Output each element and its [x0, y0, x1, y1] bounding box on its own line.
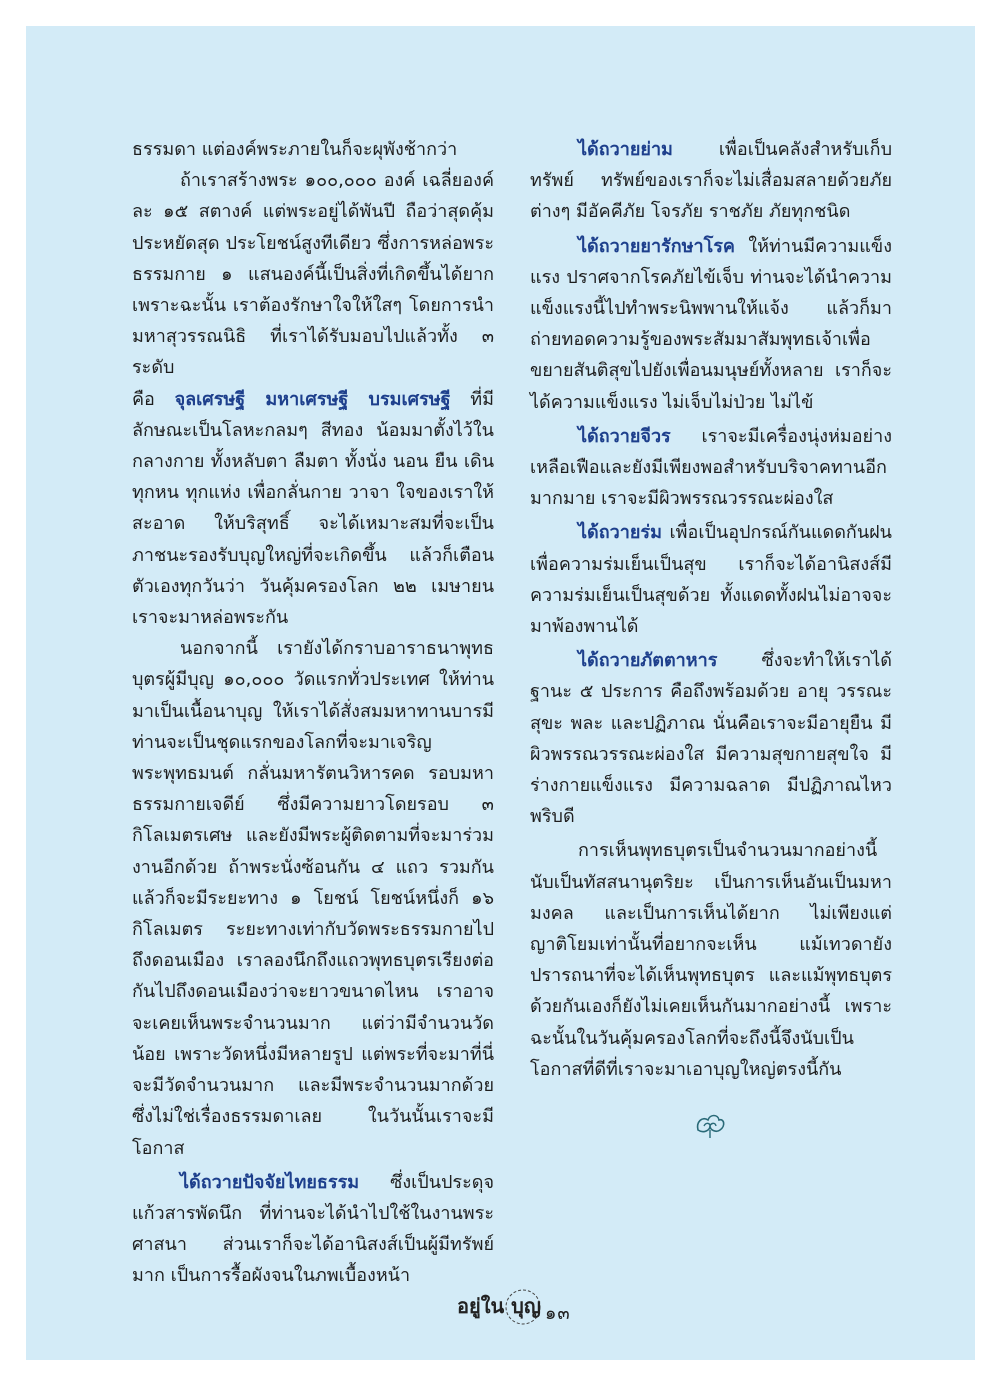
right-paragraph-4-body: เพื่อเป็นอุปกรณ์กันแดดกันฝน เพื่อความร่มเย็นเป็นสุข เราก็จะได้อานิสงส์มีความร่มเย็นเป็นสุขด้วย ทั้งแดดทั้งฝนไม่อาจจะมาพ้องพานได้ [530, 522, 892, 638]
offering-bag-heading: ได้ถวายย่าม [578, 139, 673, 160]
right-column [530, 134, 892, 1085]
left-paragraph-4-body: ซึ่งเป็นประดุจแก้วสารพัดนึก ที่ท่านจะได้นำไปใช้ในงานพระศาสนา ส่วนเราก็จะได้อานิสงส์เป็นผู้มีทรัพย์มาก เป็นการรื้อผังจนในภพเบื้องหน้า [132, 1171, 494, 1287]
left-column [132, 134, 494, 1292]
left-paragraph-4 [132, 1167, 494, 1292]
footer-logo [455, 1283, 615, 1333]
left-paragraph-2b-pre: คือ [132, 388, 175, 410]
offering-umbrella-heading: ได้ถวายร่ม [578, 522, 662, 544]
left-paragraph-2b [132, 384, 494, 634]
right-paragraph-1 [530, 134, 892, 228]
offering-robe-heading: ได้ถวายจีวร [578, 425, 671, 447]
offering-food-heading: ได้ถวายภัตตาหาร [578, 650, 718, 672]
wealth-levels-highlight: จุลเศรษฐี มหาเศรษฐี บรมเศรษฐี [174, 388, 451, 410]
right-paragraph-5-body: ซึ่งจะทำให้เราได้ฐานะ ๕ ประการ คือถึงพร้อมด้วย อายุ วรรณะ สุขะ พละ และปฏิภาณ นั่นคือเราจะมีอายุยืน มีผิวพรรณวรรณะผ่องใส มีความสุขกายสุขใจ มีร่างกายแข็งแรง มีความฉลาด มีปฏิภาณไหวพริบดี [530, 650, 892, 828]
right-paragraph-1-body: เพื่อเป็นคลังสำหรับเก็บทรัพย์ ทรัพย์ของเราก็จะไม่เสื่อมสลายด้วยภัยต่างๆ มีอัคคีภัย โจรภัย ราชภัย ภัยทุกชนิด [530, 139, 892, 223]
left-paragraph-2: ถ้าเราสร้างพระ ๑๐๐,๐๐๐ องค์ เฉลี่ยองค์ละ ๑๕ สตางค์ แต่พระอยู่ได้พันปี ถือว่าสุดคุ้ม ประหยัดสุด ประโยชน์สูงทีเดียว ซึ่งการหล่อพระธรรมกาย ๑ แสนองค์นี้เป็นสิ่งที่เกิดขึ้นได้ยาก เพราะฉะนั้น เราต้องรักษาใจให้ใสๆ โดยการนำมหาสุวรรณนิธิ ที่เราได้รับมอบไปแล้วทั้ง ๓ ระดับ [132, 170, 494, 379]
right-paragraph-4 [530, 517, 892, 642]
right-paragraph-6: การเห็นพุทธบุตรเป็นจำนวนมากอย่างนี้ นับเป็นทัสสนานุตริยะ เป็นการเห็นอันเป็นมหามงคล และเป็นการเห็นได้ยาก ไม่เพียงแต่ญาติโยมเท่านั้นที่อยากจะเห็น แม้เทวดายังปรารถนาที่จะได้เห็นพุทธบุตร และแม้พุทธบุตรด้วยกันเองก็ยังไม่เคยเห็นกันมากอย่างนี้ เพราะฉะนั้นในวันคุ้มครองโลกที่จะถึงนี้จึงนับเป็นโอกาสที่ดีที่เราจะมาเอาบุญใหญ่ตรงนี้กัน [530, 840, 892, 1080]
footer-logo-text: อยู่ใน บุญ [457, 1294, 541, 1318]
page-number: ๑๓ [545, 1303, 571, 1324]
right-paragraph-2 [530, 231, 892, 418]
left-paragraph-3: นอกจากนี้ เรายังได้กราบอาราธนาพุทธบุตรผู้มีบุญ ๑๐,๐๐๐ วัดแรกทั่วประเทศ ให้ท่านมาเป็นเนื้อนาบุญ ให้เราได้สั่งสมมหาทานบารมี ท่านจะเป็นชุดแรกของโลกที่จะมาเจริญพระพุทธมนต์ กลั่นมหารัตนวิหารคด รอบมหาธรรมกายเจดีย์ ซึ่งมีความยาวโดยรอบ ๓ กิโลเมตรเศษ และยังมีพระผู้ติดตามที่จะมาร่วมงานอีกด้วย ถ้าพระนั่งซ้อนกัน ๔ แถว รวมกันแล้วก็จะมีระยะทาง ๑ โยชน์ โยชน์หนึ่งก็ ๑๖ กิโลเมตร ระยะทางเท่ากับวัดพระธรรมกายไปถึงดอนเมือง เราลองนึกถึงแถวพุทธบุตรเรียงต่อกันไปถึงดอนเมืองว่าจะยาวขนาดไหน เราอาจจะเคยเห็นพระจำนวนมาก แต่ว่ามีจำนวนวัดน้อย เพราะวัดหนึ่งมีหลายรูป แต่พระที่จะมาที่นี่จะมีวัดจำนวนมาก และมีพระจำนวนมากด้วย ซึ่งไม่ใช่เรื่องธรรมดาเลย ในวันนั้นเราจะมีโอกาส [132, 638, 494, 1159]
left-paragraph-2b-post: ที่มีลักษณะเป็นโลหะกลมๆ สีทอง น้อมมาตั้งไว้ในกลางกาย ทั้งหลับตา ลืมตา ทั้งนั่ง นอน ยืน เดิน ทุกหน ทุกแห่ง เพื่อกลั่นกาย วาจา ใจของเราให้สะอาด ให้บริสุทธิ์ จะได้เหมาะสมที่จะเป็นภาชนะรองรับบุญใหญ่ที่จะเกิดขึ้น แล้วก็เตือนตัวเองทุกวันว่า วันคุ้มครองโลก ๒๒ เมษายน เราจะมาหล่อพระกัน [132, 388, 494, 629]
lotus-flourish-icon [690, 1108, 730, 1142]
right-paragraph-3-body: เราจะมีเครื่องนุ่งห่มอย่างเหลือเฟือและยังมีเพียงพอสำหรับบริจาคทานอีกมากมาย เราจะมีผิวพรรณวรรณะผ่องใส [530, 425, 892, 510]
offering-requisites-heading: ได้ถวายปัจจัยไทยธรรม [180, 1171, 360, 1193]
right-paragraph-3 [530, 421, 892, 515]
right-paragraph-2-body: ให้ท่านมีความแข็งแรง ปราศจากโรคภัยไข้เจ็บ ท่านจะได้นำความแข็งแรงนี้ไปทำพระนิพพานให้แจ้ง แล้วก็มาถ่ายทอดความรู้ของพระสัมมาสัมพุทธเจ้าเพื่อขยายสันติสุขไปยังเพื่อนมนุษย์ทั้งหลาย เราก็จะได้ความแข็งแรง ไม่เจ็บไม่ป่วย ไม่ไข้ [530, 235, 892, 413]
left-paragraph-1: ธรรมดา แต่องค์พระภายในก็จะผุพังช้ากว่า [132, 139, 458, 160]
right-paragraph-5 [530, 645, 892, 832]
offering-medicine-heading: ได้ถวายยารักษาโรค [578, 235, 735, 257]
